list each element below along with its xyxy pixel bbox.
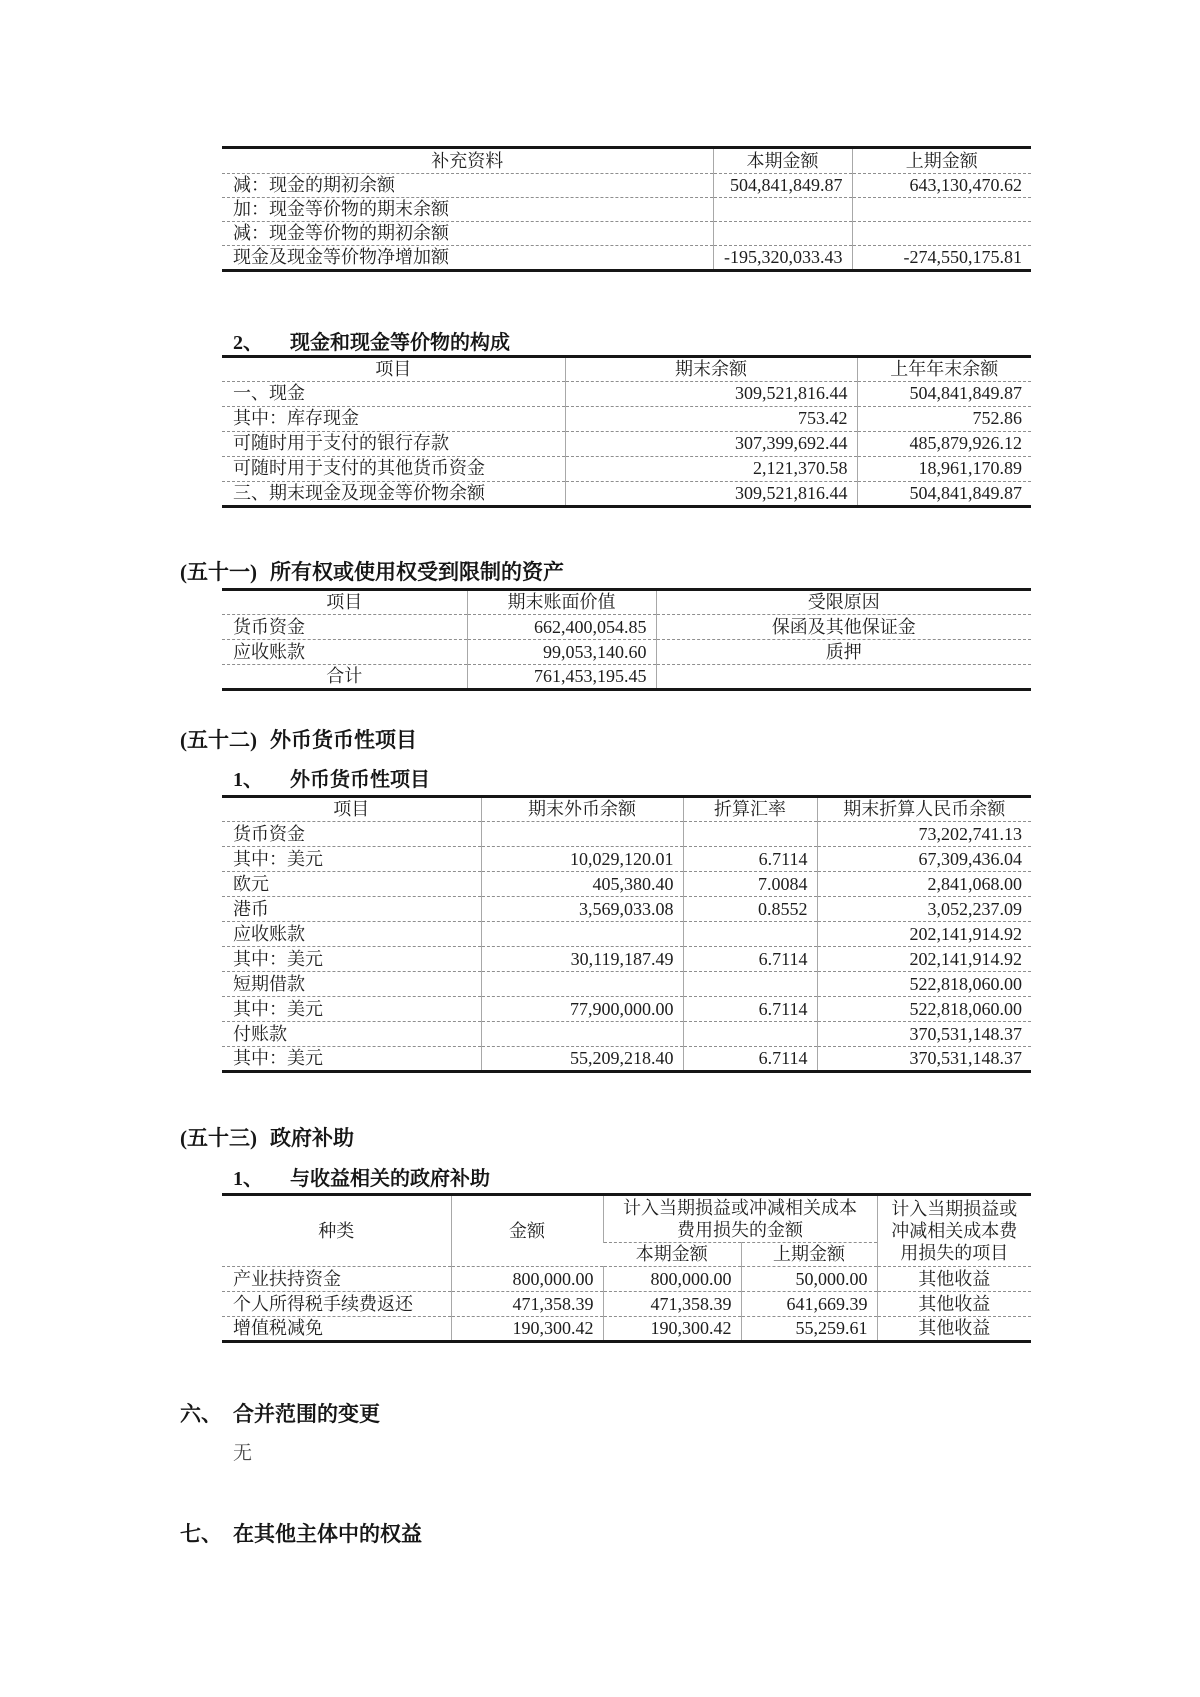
table-cell: 202,141,914.92 [817, 922, 1031, 947]
table-row [222, 456, 1031, 481]
column-header: 本期金额 [713, 148, 852, 174]
table-cell [683, 1022, 817, 1047]
subsection-number: 1、 [233, 769, 263, 791]
section-title: 外币货币性项目 [270, 728, 417, 752]
table-row [222, 922, 1031, 947]
foreign-currency-table [222, 795, 1031, 1073]
subsection-heading-government-grants [233, 1162, 490, 1191]
table-header [222, 1195, 1031, 1267]
subsection-number: 1、 [233, 1168, 263, 1190]
table-cell: 753.42 [565, 406, 857, 431]
table-cell [713, 222, 852, 246]
table-cell: 55,259.61 [741, 1317, 877, 1342]
table-cell: 504,841,849.87 [857, 481, 1031, 506]
column-header-group: 计入当期损益或冲减相关成本费用损失的金额 [603, 1195, 877, 1243]
table-cell: 现金及现金等价物净增加额 [233, 247, 449, 267]
table-cell: 其他收益 [877, 1292, 1031, 1317]
table-cell: 应收账款 [222, 640, 467, 665]
table-cell: 减：现金等价物的期初余额 [222, 222, 713, 246]
table-row [222, 615, 1031, 640]
section-title: 在其他主体中的权益 [233, 1522, 422, 1546]
table-row [222, 822, 1031, 847]
table-row [222, 406, 1031, 431]
column-header: 项目 [222, 357, 565, 382]
table-cell: 99,053,140.60 [467, 640, 656, 665]
column-header: 补充资料 [222, 148, 713, 174]
column-header: 本期金额 [603, 1243, 741, 1267]
table-cell: 10,029,120.01 [481, 847, 683, 872]
table-cell: 其中：库存现金 [222, 406, 565, 431]
table-cell [481, 1022, 683, 1047]
table-cell: 67,309,436.04 [817, 847, 1031, 872]
table-cell [481, 922, 683, 947]
column-header: 折算汇率 [683, 797, 817, 822]
table-cell: 付账款 [222, 1022, 481, 1047]
table-row [222, 847, 1031, 872]
column-header: 受限原因 [656, 590, 1031, 615]
section-number: (五十三) [180, 1126, 257, 1150]
table-body [222, 381, 1031, 506]
table-cell: 485,879,926.12 [857, 431, 1031, 456]
table-cell: 309,521,816.44 [565, 481, 857, 506]
table-body [222, 1267, 1031, 1342]
subsection-heading-foreign-currency [233, 763, 430, 792]
table-row [222, 431, 1031, 456]
table-body [222, 822, 1031, 1072]
section-title: 合并范围的变更 [233, 1402, 380, 1426]
column-header: 项目 [222, 797, 481, 822]
table-cell: 504,841,849.87 [713, 174, 852, 198]
table-cell: -195,320,033.43 [713, 246, 852, 271]
table-cell: 减：现金的期初余额 [222, 174, 713, 198]
section-heading-interests-in-other-entities [180, 1518, 422, 1548]
table-cell: 短期借款 [222, 972, 481, 997]
restricted-assets-table [222, 588, 1031, 691]
table-cell: 370,531,148.37 [817, 1022, 1031, 1047]
table-cell: 6.7114 [683, 997, 817, 1022]
table-row [222, 997, 1031, 1022]
column-header: 期末折算人民币余额 [817, 797, 1031, 822]
table-cell: 2,121,370.58 [565, 456, 857, 481]
column-header: 期末账面价值 [467, 590, 656, 615]
column-header: 计入当期损益或冲减相关成本费用损失的项目 [877, 1195, 1031, 1267]
table-cell: 其中：美元 [222, 947, 481, 972]
table-cell: 50,000.00 [741, 1267, 877, 1292]
table-row [222, 1047, 1031, 1072]
table-cell: 522,818,060.00 [817, 972, 1031, 997]
subsection-title: 现金和现金等价物的构成 [290, 332, 510, 354]
table-cell [481, 972, 683, 997]
table-row [222, 872, 1031, 897]
table-cell: 其他收益 [877, 1317, 1031, 1342]
table-cell: 3,569,033.08 [481, 897, 683, 922]
table-cell: 6.7114 [683, 947, 817, 972]
table-row [222, 1292, 1031, 1317]
table-cell [713, 198, 852, 222]
table-cell: 18,961,170.89 [857, 456, 1031, 481]
table-body [222, 174, 1031, 271]
table-row [222, 665, 1031, 690]
table-row [222, 174, 1031, 198]
table-cell: 产业扶持资金 [222, 1267, 451, 1292]
table-body [222, 615, 1031, 690]
table-cell: 522,818,060.00 [817, 997, 1031, 1022]
table-header [222, 357, 1031, 382]
table-cell: 0.8552 [683, 897, 817, 922]
table-row [222, 246, 1031, 271]
table-row [222, 1267, 1031, 1292]
section-title: 政府补助 [270, 1126, 354, 1150]
table-cell: 3,052,237.09 [817, 897, 1031, 922]
section-heading-restricted-assets [180, 556, 564, 586]
table-cell: 405,380.40 [481, 872, 683, 897]
table-cell [656, 665, 1031, 690]
section-number: (五十一) [180, 560, 257, 584]
table-cell [852, 222, 1031, 246]
table-cell: 港币 [222, 897, 481, 922]
table-row [222, 381, 1031, 406]
table-cell: 其他收益 [877, 1267, 1031, 1292]
table-cell [683, 822, 817, 847]
section-number: (五十二) [180, 728, 257, 752]
table-row [222, 481, 1031, 506]
table-cell: 质押 [656, 640, 1031, 665]
table-cell: 货币资金 [222, 822, 481, 847]
column-header: 期末外币余额 [481, 797, 683, 822]
column-header: 上期金额 [852, 148, 1031, 174]
table-row [222, 1317, 1031, 1342]
table-cell: 471,358.39 [603, 1292, 741, 1317]
cash-composition-table [222, 355, 1031, 508]
table-cell: 三、期末现金及现金等价物余额 [233, 482, 485, 503]
column-header: 金额 [451, 1195, 603, 1267]
table-cell: 欧元 [222, 872, 481, 897]
table-cell: 其中：美元 [222, 997, 481, 1022]
table-cell: 800,000.00 [603, 1267, 741, 1292]
table-cell: -274,550,175.81 [852, 246, 1031, 271]
table-cell: 643,130,470.62 [852, 174, 1031, 198]
section-title: 所有权或使用权受到限制的资产 [270, 560, 564, 584]
table-cell: 190,300.42 [451, 1317, 603, 1342]
table-cell: 其中：美元 [233, 1048, 323, 1069]
table-cell: 6.7114 [683, 1047, 817, 1072]
table-cell: 合计 [326, 666, 363, 687]
table-row [222, 972, 1031, 997]
supplementary-table [222, 146, 1031, 272]
table-row [222, 897, 1031, 922]
column-header: 种类 [222, 1195, 451, 1267]
table-cell: 7.0084 [683, 872, 817, 897]
column-header: 上期金额 [741, 1243, 877, 1267]
table-cell: 加：现金等价物的期末余额 [222, 198, 713, 222]
column-header: 项目 [222, 590, 467, 615]
table-cell: 77,900,000.00 [481, 997, 683, 1022]
section-heading-consolidation-scope [180, 1398, 380, 1428]
government-grants-table [222, 1193, 1031, 1343]
table-cell: 其中：美元 [222, 847, 481, 872]
table-row [222, 640, 1031, 665]
table-cell: 752.86 [857, 406, 1031, 431]
table-cell: 370,531,148.37 [817, 1047, 1031, 1072]
table-row [222, 198, 1031, 222]
table-cell: 可随时用于支付的其他货币资金 [222, 456, 565, 481]
table-row [222, 947, 1031, 972]
table-row [222, 1022, 1031, 1047]
table-cell: 2,841,068.00 [817, 872, 1031, 897]
table-cell [683, 972, 817, 997]
table-cell: 307,399,692.44 [565, 431, 857, 456]
table-cell: 471,358.39 [451, 1292, 603, 1317]
subsection-heading-cash-composition [233, 326, 510, 355]
column-header: 上年年末余额 [857, 357, 1031, 382]
table-header [222, 797, 1031, 822]
table-cell: 504,841,849.87 [857, 381, 1031, 406]
table-cell: 应收账款 [222, 922, 481, 947]
table-cell: 641,669.39 [741, 1292, 877, 1317]
table-cell: 55,209,218.40 [481, 1047, 683, 1072]
table-cell: 一、现金 [222, 381, 565, 406]
column-header: 期末余额 [565, 357, 857, 382]
section-heading-foreign-currency [180, 724, 417, 754]
table-cell: 761,453,195.45 [467, 665, 656, 690]
table-cell: 个人所得税手续费返还 [222, 1292, 451, 1317]
table-cell: 800,000.00 [451, 1267, 603, 1292]
table-cell [481, 822, 683, 847]
subsection-title: 外币货币性项目 [290, 769, 430, 791]
table-cell: 73,202,741.13 [817, 822, 1031, 847]
subsection-title: 与收益相关的政府补助 [290, 1168, 490, 1190]
table-row [222, 222, 1031, 246]
section-number: 六、 [180, 1402, 222, 1426]
table-cell: 可随时用于支付的银行存款 [222, 431, 565, 456]
table-cell [852, 198, 1031, 222]
table-cell: 增值税减免 [233, 1318, 323, 1339]
section-number: 七、 [180, 1522, 222, 1546]
table-cell [683, 922, 817, 947]
table-header [222, 590, 1031, 615]
table-cell: 货币资金 [222, 615, 467, 640]
table-cell: 309,521,816.44 [565, 381, 857, 406]
table-cell: 保函及其他保证金 [656, 615, 1031, 640]
table-cell: 30,119,187.49 [481, 947, 683, 972]
table-cell: 202,141,914.92 [817, 947, 1031, 972]
table-cell: 662,400,054.85 [467, 615, 656, 640]
table-cell: 6.7114 [683, 847, 817, 872]
section-heading-government-grants [180, 1122, 354, 1152]
section-body-none: 无 [233, 1443, 253, 1464]
table-cell: 190,300.42 [603, 1317, 741, 1342]
subsection-number: 2、 [233, 332, 263, 354]
table-header [222, 148, 1031, 174]
